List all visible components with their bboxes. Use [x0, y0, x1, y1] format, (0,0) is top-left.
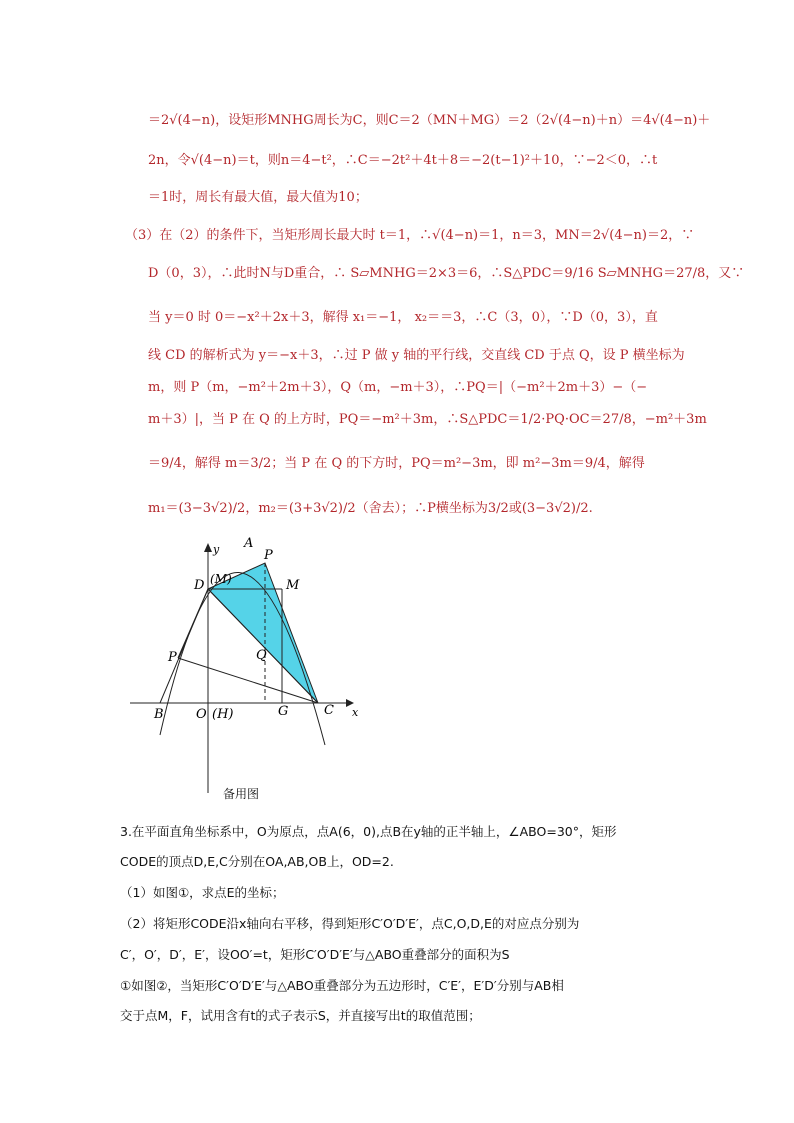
label-p-top: P: [264, 548, 273, 563]
problem-line-2: CODE的顶点D,E,C分别在OA,AB,OB上，OD=2.: [120, 854, 394, 869]
label-m-paren: (M): [210, 572, 232, 586]
solution-line-7: 线 CD 的解析式为 y＝−x＋3，∴过 P 做 y 轴的平行线，交直线 CD 于点 Q，设 P 横坐标为: [148, 348, 685, 363]
solution-line-2: 2n，令√(4−n)＝t，则n＝4−t²，∴C＝−2t²＋4t＋8＝−2(t−1)²＋10，∵−2＜0，∴t: [148, 153, 658, 168]
label-c: C: [324, 703, 334, 718]
solution-line-3: ＝1时，周长有最大值，最大值为10；: [148, 190, 368, 205]
problem-line-3: （1）如图①，求点E的坐标；: [120, 885, 285, 900]
solution-line-4: （3）在（2）的条件下，当矩形周长最大时 t＝1，∴√(4−n)＝1，n＝3，MN＝2√(4−n)＝2，∵: [125, 228, 695, 243]
label-d: D: [194, 578, 205, 593]
geometry-figure: [120, 525, 370, 805]
solution-line-9: m＋3）|，当 P 在 Q 的上方时，PQ＝−m²＋3m，∴S△PDC＝1/2·PQ·OC＝27/8，−m²＋3m: [148, 412, 707, 427]
label-h: (H): [212, 707, 234, 722]
label-y: y: [213, 543, 220, 556]
problem-line-5: C′，O′，D′，E′，设OO′=t，矩形C′O′D′E′与△ABO重叠部分的面积为S: [120, 947, 510, 962]
solution-line-8: m，则 P（m，−m²＋2m＋3），Q（m，−m＋3），∴PQ＝|（−m²＋2m＋3）−（−: [148, 380, 648, 395]
problem-line-7: 交于点M，F，试用含有t的式子表示S，并直接写出t的取值范围；: [120, 1008, 481, 1023]
label-b: B: [154, 707, 164, 722]
solution-line-1: ＝2√(4−n)，设矩形MNHG周长为C，则C＝2（MN＋MG）＝2（2√(4−n)＋n）＝4√(4−n)＋: [148, 113, 711, 128]
label-m: M: [286, 578, 300, 593]
label-x: x: [352, 706, 359, 719]
label-o: O: [196, 707, 207, 722]
solution-line-11: m₁＝(3−3√2)/2，m₂＝(3+3√2)/2（舍去）；∴P横坐标为3/2或(3−3√2)/2.: [148, 501, 593, 516]
figure-caption: 备用图: [223, 787, 260, 801]
solution-line-10: ＝9/4，解得 m＝3/2；当 P 在 Q 的下方时，PQ＝m²−3m，即 m²−3m＝9/4，解得: [148, 456, 645, 471]
label-q: Q: [256, 648, 267, 663]
problem-line-1: 3.在平面直角坐标系中，O为原点，点A(6，0),点B在y轴的正半轴上，∠ABO=30°，矩形: [120, 824, 617, 839]
solution-line-5: D（0，3），∴此时N与D重合，∴ S▱MNHG＝2×3＝6，∴S△PDC＝9/16 S▱MNHG＝27/8，又∵: [148, 266, 745, 281]
label-p-left: P: [168, 650, 177, 665]
solution-line-6: 当 y＝0 时 0＝−x²＋2x＋3，解得 x₁＝−1， x₂＝＝3，∴C（3，0），∵D（0，3），直: [148, 310, 658, 325]
label-g: G: [278, 704, 289, 719]
line-bd: [160, 589, 208, 703]
problem-line-6: ①如图②，当矩形C′O′D′E′与△ABO重叠部分为五边形时，C′E′，E′D′分别与AB相: [120, 978, 564, 993]
y-axis-arrow: [204, 543, 212, 552]
label-a: A: [244, 536, 254, 551]
problem-line-4: （2）将矩形CODE沿x轴向右平移，得到矩形C′O′D′E′，点C,O,D,E的对应点分别为: [120, 916, 580, 931]
